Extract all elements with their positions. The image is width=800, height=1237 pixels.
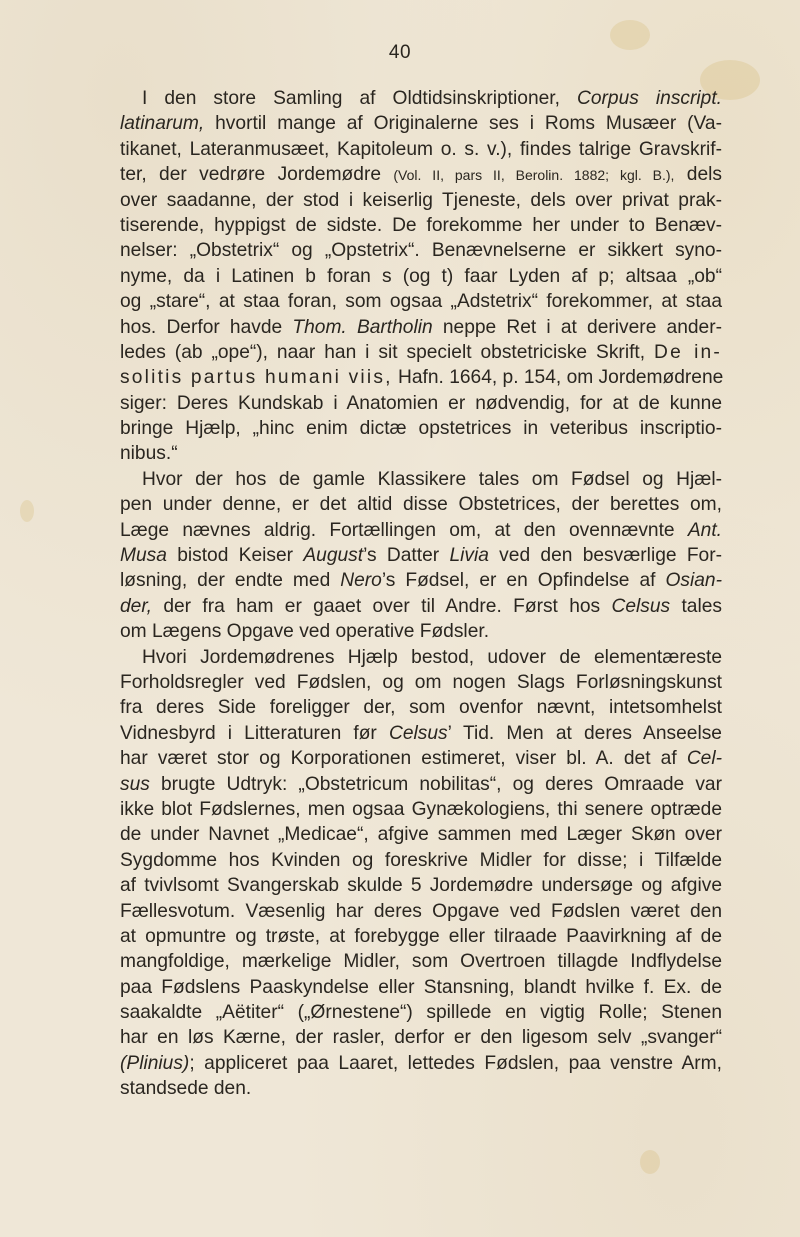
text-line: har været stor og Korporationen estimeret, viser bl. A. det af Cel-: [120, 748, 722, 770]
paper-stain: [20, 500, 34, 522]
text-line: ter, der vedrøre Jordemødre (Vol. II, pars II, Berolin. 1882; kgl. B.), dels: [120, 164, 723, 186]
text-line: at opmuntre og trøste, at forebygge eller tilraade Paavirkning af de: [120, 925, 722, 947]
text-line: hos. Derfor havde Thom. Bartholin neppe Ret i at derivere ander-: [120, 316, 723, 338]
text-line: sus brugte Udtryk: „Obstetricum nobilitas“, og deres Omraade var: [120, 773, 722, 795]
text-line: Læge nævnes aldrig. Fortællingen om, at den ovennævnte Ant.: [120, 519, 722, 541]
text-line: Hvor der hos de gamle Klassikere tales om Fødsel og Hjæl-: [142, 468, 722, 490]
text-line: bringe Hjælp, „hinc enim dictæ opstetrices in veteribus inscriptio-: [120, 418, 722, 440]
text-line: mangfoldige, mærkelige Midler, som Overtroen tillagde Indflydelse: [120, 951, 722, 973]
text-line: Vidnesbyrd i Litteraturen før Celsus’ Tid. Men at deres Anseelse: [120, 722, 722, 744]
text-line: ledes (ab „ope“), naar han i sit specielt obstetriciske Skrift, De in-: [120, 341, 722, 363]
text-line: tiserende, hyppigst de sidste. De forekomme her under to Benæv-: [120, 214, 722, 236]
text-line: der, der fra ham er gaaet over til Andre. Først hos Celsus tales: [120, 595, 722, 617]
text-line: de under Navnet „Medicae“, afgive sammen med Læger Skøn over: [120, 824, 722, 846]
text-line: nibus.“: [120, 443, 178, 465]
text-line: og „stare“, at staa foran, som ogsaa „Adstetrix“ forekommer, at staa: [120, 291, 722, 313]
page-number: 40: [388, 42, 412, 63]
text-line: paa Fødslens Paaskyndelse eller Stansning, blandt hvilke f. Ex. de: [120, 976, 722, 998]
text-line: har en løs Kærne, der rasler, derfor er den ligesom selv „svanger“: [120, 1027, 722, 1049]
text-line: Fællesvotum. Væsenlig har deres Opgave ved Fødslen været den: [120, 900, 722, 922]
text-line: (Plinius); appliceret paa Laaret, lettedes Fødslen, paa venstre Arm,: [120, 1052, 722, 1074]
text-line: latinarum, hvortil mange af Originalerne ses i Roms Musæer (Va-: [120, 113, 722, 135]
text-line: løsning, der endte med Nero’s Fødsel, er en Opfindelse af Osian-: [120, 570, 722, 592]
text-line: af tvivlsomt Svangerskab skulde 5 Jordemødre undersøge og afgive: [120, 875, 722, 897]
text-line: Musa bistod Keiser August’s Datter Livia ved den besværlige For-: [120, 545, 722, 567]
paper-stain: [640, 1150, 660, 1174]
text-line: I den store Samling af Oldtidsinskriptioner, Corpus inscript.: [142, 88, 722, 109]
text-line: siger: Deres Kundskab i Anatomien er nødvendig, for at de kunne: [120, 392, 722, 414]
text-line: nelser: „Obstetrix“ og „Opstetrix“. Benævnelserne er sikkert syno-: [120, 240, 722, 262]
text-line: fra deres Side foreligger der, som ovenfor nævnt, intetsomhelst: [120, 697, 722, 719]
text-line: pen under denne, er det altid disse Obstetrices, der berettes om,: [120, 494, 722, 516]
text-line: standsede den.: [120, 1078, 252, 1100]
text-line: solitis partus humani viis, Hafn. 1664, p. 154, om Jordemødrene: [120, 367, 724, 389]
text-line: Hvori Jordemødrenes Hjælp bestod, udover de elementæreste: [142, 646, 722, 668]
text-line: tikanet, Lateranmusæet, Kapitoleum o. s. v.), findes talrige Gravskrif-: [120, 138, 722, 160]
body-text: [120, 86, 722, 1102]
text-line: om Lægens Opgave ved operative Fødsler.: [120, 621, 490, 643]
text-line: nyme, da i Latinen b foran s (og t) faar Lyden af p; altsaa „ob“: [120, 265, 722, 287]
text-line: Forholdsregler ved Fødslen, og om nogen Slags Forløsningskunst: [120, 671, 722, 693]
text-line: saakaldte „Aëtiter“ („Ørnestene“) spillede en vigtig Rolle; Stenen: [120, 1002, 722, 1024]
text-line: over saadanne, der stod i keiserlig Tjeneste, dels over privat prak-: [120, 189, 722, 211]
text-line: ikke blot Fødslernes, men ogsaa Gynækologiens, thi senere optræde: [120, 798, 722, 820]
text-line: Sygdomme hos Kvinden og foreskrive Midler for disse; i Tilfælde: [120, 849, 722, 871]
